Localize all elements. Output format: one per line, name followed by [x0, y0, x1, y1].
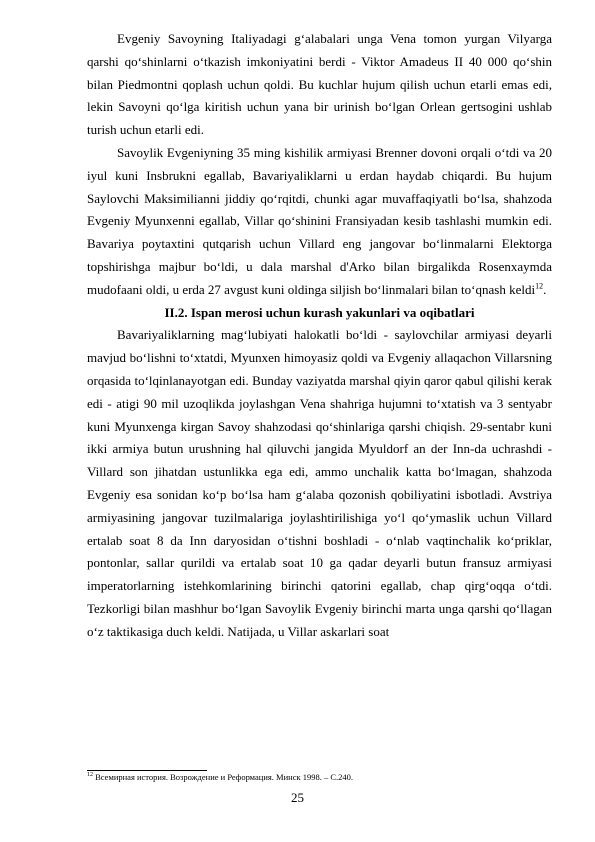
paragraph-2-text: Savoylik Evgeniyning 35 ming kishilik armiyasi Brenner dovoni orqali o‘tdi va 20 iyul kuni Insbrukni egallab, Bavariyaliklarni u erdan haydab chiqardi. Bu hujum Saylovchi Maksimilianni jiddiy qo‘rqitdi, chunki agar muvaffaqiyatli bo‘lsa, shahzoda Evgeniy Myunxenni egallab, Villar qo‘shinini Fransiyadan kesib tashlashi mumkin edi. Bavariya poytaxtini qutqarish uchun Villard eng jangovar bo‘linmalarni Elektorga topshirishga majbur bo‘ldi, u dala marshal d'Arko bilan birgalikda Rosenxaymda mudofaani oldi, u erda 27 avgust kuni oldinga siljish bo‘linmalari bilan to‘qnash keldi	[87, 144, 552, 297]
page-number: 25	[291, 790, 304, 805]
page-body	[87, 28, 552, 644]
section-heading: II.2. Ispan merosi uchun kurash yakunlari va oqibatlari	[164, 304, 475, 320]
footnote-number: 12	[87, 772, 93, 779]
paragraph-2-end: .	[543, 281, 547, 297]
paragraph-1: Evgeniy Savoyning Italiyadagi g‘alabalari unga Vena tomon yurgan Vilyarga qarshi qo‘shinlarni o‘tkazish imkoniyatini berdi - Viktor Amadeus II 40 000 qo‘shin bilan Piedmontni qoplash uchun qoldi. Bu kuchlar hujum qilish uchun etarli emas edi, lekin Savoyni qo‘lga kiritish uchun yana bir urinish bo‘lgan Orlean gertsogini ushlab turish uchun etarli edi.	[87, 31, 552, 138]
footnote	[87, 772, 552, 783]
footnote-divider	[87, 770, 207, 771]
paragraph-2	[87, 142, 552, 302]
paragraph-3: Bavariyaliklarning mag‘lubiyati halokatli bo‘ldi - saylovchilar armiyasi deyarli mavjud bo‘lishni to‘xtatdi, Myunxen himoyasiz qoldi va Evgeniy allaqachon Villarsning orqasida to‘lqinlanayotgan edi. Bunday vaziyatda marshal qiyin qaror qabul qilishi kerak edi - atigi 90 mil uzoqlikda joylashgan Vena shahriga hujumni to‘xtatish va 3 sentyabr kuni Myunxenga kirgan Savoy shahzodasi qo‘shinlariga qarshi chiqish. 29-sentabr kuni ikki armiya butun urushning hal qiluvchi jangida Myuldorf an der Inn-da uchrashdi - Villard son jihatdan ustunlikka ega edi, ammo unchalik katta bo‘lmagan, shahzoda Evgeniy esa sonidan ko‘p bo‘lsa ham g‘alaba qozonish qobiliyatini isbotladi. Avstriya armiyasining jangovar tuzilmalariga joylashtirilishiga yo‘l qo‘ymaslik uchun Villard ertalab soat 8 da Inn daryosidan o‘tishni boshladi - o‘nlab vaqtinchalik ko‘priklar, pontonlar, sallar qurildi va ertalab soat 10 ga qadar deyarli butun fransuz armiyasi imperatorlarning istehkomlarining birinchi qatorini egallab, chap qirg‘oqqa o‘tdi. Tezkorligi bilan mashhur bo‘lgan Savoylik Evgeniy birinchi marta unga qarshi qo‘llagan o‘z taktikasiga duch keldi. Natijada, u Villar askarlari soat	[87, 327, 552, 639]
footnote-text: Всемирная история. Возрождение и Реформация. Минск 1998. – С.240.	[93, 772, 354, 782]
footnote-reference[interactable]: 12	[535, 281, 544, 291]
